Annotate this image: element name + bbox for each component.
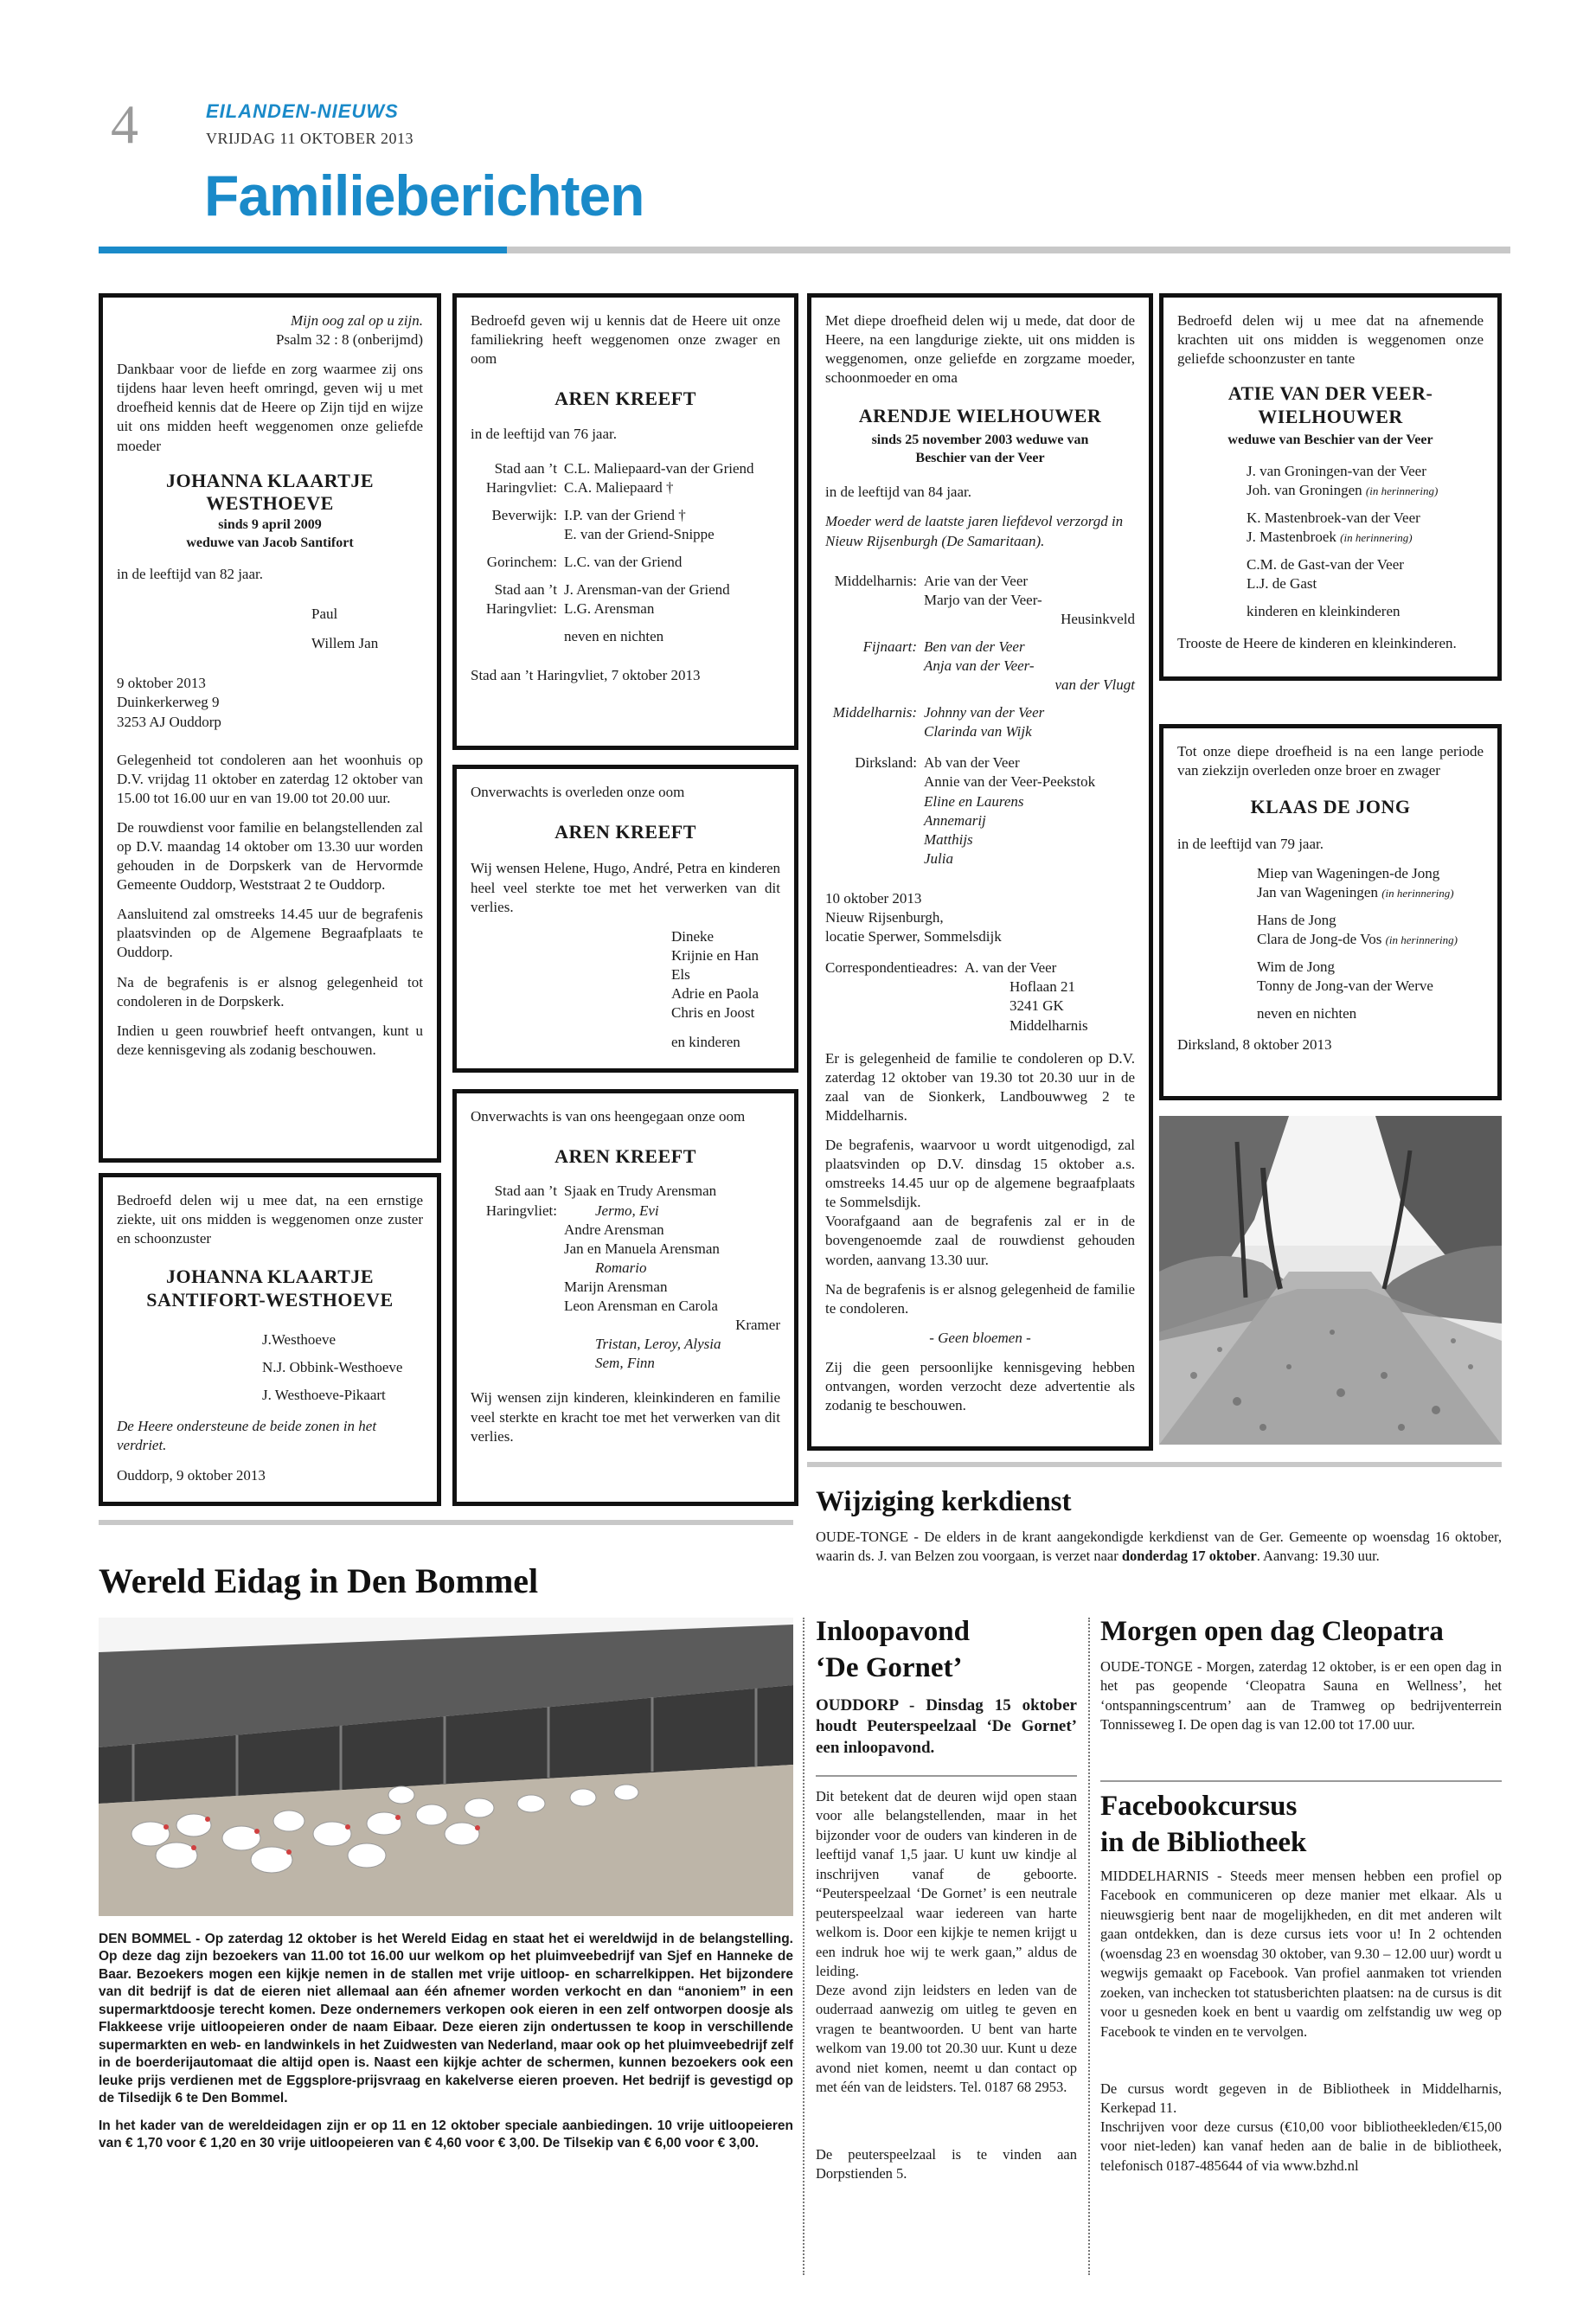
relative-name: Miep van Wageningen-de Jong xyxy=(1257,864,1440,881)
relatives-list xyxy=(1177,462,1484,622)
relatives-list xyxy=(1177,864,1484,1024)
facebook-body-2: De cursus wordt gegeven in de Bibliotheek in Middelharnis, Kerkepad 11. xyxy=(1100,2080,1502,2117)
family-name: Anja van der Veer- xyxy=(924,657,1035,675)
family-names xyxy=(924,638,1135,695)
notice-intro: Bedroefd delen wij u mee dat, na een ernstige ziekte, uit ons midden is weggenomen onze zuster en schoonzuster xyxy=(117,1192,423,1247)
notice-atie-van-der-veer xyxy=(1159,293,1502,681)
relative-group xyxy=(1257,911,1484,949)
family-name: Sjaak en Trudy Arensman xyxy=(564,1183,717,1200)
burial-info: De begrafenis, waarvoor u wordt uitgenodigd, zal plaatsvinden op D.V. dinsdag 15 oktober a.s. omstreeks 14.45 uur op de algemene begraafplaats te Sommelsdijk. xyxy=(825,1136,1135,1211)
place-date: Dirksland, 8 oktober 2013 xyxy=(1177,1036,1332,1054)
column-divider xyxy=(1088,1618,1090,2275)
family-place: Stad aan ’t Haringvliet: xyxy=(485,1183,557,1219)
notice-intro: Bedroefd geven wij u kennis dat de Heere uit onze familiekring heeft weggenomen onze zwager en oom xyxy=(471,312,780,368)
correspondence-address xyxy=(825,958,1135,1035)
widow-since: sinds 25 november 2003 weduwe van xyxy=(871,432,1089,447)
memory-note: (in herinnering) xyxy=(1381,886,1454,900)
family-group xyxy=(471,459,780,497)
header-accent-bar xyxy=(99,247,507,253)
burial-info: Aansluitend zal omstreeks 14.45 uur de begrafenis plaatsvinden op de Algemene Begraafplaats te Ouddorp. xyxy=(117,906,423,961)
no-flowers: - Geen bloemen - xyxy=(929,1329,1031,1346)
family-name: van der Vlugt xyxy=(1054,676,1135,694)
notice-text: Wij wensen Helene, Hugo, André, Petra en kinderen heel veel sterkte toe met het verwerken van dit verlies. xyxy=(471,860,780,915)
family-place: Fijnaart: xyxy=(862,638,917,655)
signer-name: Els xyxy=(671,965,690,983)
family-group xyxy=(471,1182,780,1373)
issue-date: VRIJDAG 11 OKTOBER 2013 xyxy=(206,130,414,147)
family-name: Tristan, Leroy, Alysia xyxy=(595,1336,721,1353)
relative-name: J. van Groningen-van der Veer xyxy=(1247,462,1426,479)
closing-text: Wij wensen zijn kinderen, kleinkinderen en familie veel sterkte en kracht toe met het verwerken van dit verlies. xyxy=(471,1389,780,1445)
notice-intro: Onverwachts is van ons heengegaan onze oom xyxy=(471,1108,746,1125)
family-name: Andre Arensman xyxy=(564,1221,664,1238)
relative-name-text: J. Mastenbroek xyxy=(1247,529,1336,546)
signer-name: N.J. Obbink-Westhoeve xyxy=(262,1359,403,1376)
family-group xyxy=(825,572,1135,629)
widow-of: weduwe van Beschier van der Veer xyxy=(1227,433,1433,448)
signers-list xyxy=(471,927,780,1053)
notice-klaas-de-jong xyxy=(1159,724,1502,1100)
family-name: Kramer xyxy=(735,1317,780,1334)
signer-name: Chris en Joost xyxy=(671,1004,755,1022)
family-group xyxy=(471,553,780,572)
bible-reference: Psalm 32 : 8 (onberijmd) xyxy=(276,331,423,349)
family-name: Romario xyxy=(595,1259,647,1276)
age: in de leeftijd van 79 jaar. xyxy=(1177,835,1324,852)
section-rule-left xyxy=(99,1520,793,1525)
relative-name xyxy=(1257,930,1484,949)
eidag-body: DEN BOMMEL - Op zaterdag 12 oktober is het Wereld Eidag en staat het ei wereldwijd in de belangstelling. Op deze dag zijn bezoekers van 11.00 tot 16.00 uur welkom op het pluimveebedrijf van Sjef en Hanneke de Baar. Bezoekers mogen een kijkje nemen in de stallen met vrije uitloop- en scharrelkippen. Het bijzondere van dit bedrijf is dat de eieren niet allemaal aan één afnemer worden verkocht en dan “anoniem” in een supermarktdoosje terecht komen. Deze ondernemers verkopen ook eieren in een zelf ontworpen doosje als Flakkeese vrije uitloopeieren onder de naam Eibaar. Deze eieren zijn ondertussen te koop in verschillende supermarkten en web- en landwinkels in het Zuidwesten van Nederland, maar ook op het pluimveebedrijf zelf in de boerderijautomaat die altijd open is. Naast een kijkje achter de schermen, kunnen bezoekers ook een leuke prijs verdienen met de Eggsplore-prijsvraag en kakelverse eieren proeven. Het bedrijf is gevestigd op de Tilsedijk 6 te Den Bommel. xyxy=(99,1932,793,2106)
family-name: Ben van der Veer xyxy=(924,638,1025,655)
age: in de leeftijd van 84 jaar. xyxy=(825,484,971,501)
bible-quote: Mijn oog zal op u zijn. xyxy=(290,312,423,329)
notice-intro: Bedroefd delen wij u mee dat na afnemende krachten uit ons midden is weggenomen onze geliefde schoonzuster en tante xyxy=(1177,312,1484,368)
relative-name: C.M. de Gast-van der Veer xyxy=(1247,556,1404,574)
deceased-name: AREN KREEFT xyxy=(554,388,696,410)
deceased-name: ARENDJE WIELHOUWER xyxy=(858,405,1102,427)
forest-path-illustration xyxy=(1159,1116,1502,1445)
relative-name xyxy=(1247,481,1484,500)
family-name: Annie van der Veer-Peekstok xyxy=(924,773,1096,791)
family-name: Leon Arensman en Carola xyxy=(564,1298,718,1315)
family-name: Johnny van der Veer xyxy=(924,704,1045,721)
article-separator xyxy=(1100,1780,1502,1782)
notice-intro: Onverwachts is overleden onze oom xyxy=(471,784,685,800)
forest-path-photo xyxy=(1159,1116,1502,1445)
family-names xyxy=(564,1182,780,1373)
notice-intro: Met diepe droefheid delen wij u mede, dat door de Heere, na een langdurige ziekte, uit ons midden is weggenomen, onze geliefde en zorgzame moeder, schoonmoeder en oma xyxy=(825,312,1135,387)
family-names: C.L. Maliepaard-van der Griend C.A. Maliepaard † xyxy=(564,459,754,496)
facebook-body-3: Inschrijven voor deze cursus (€10,00 voor bibliotheekleden/€15,00 voor niet-leden) kan vanaf heden aan de balie in de bibliotheek, telefonisch 0187-485644 of via www.bzhd.nl xyxy=(1100,2118,1502,2174)
relative-name xyxy=(1257,883,1484,902)
family-name: Eline en Laurens xyxy=(924,792,1024,810)
family-group xyxy=(825,753,1135,868)
article-title-facebook-2: in de Bibliotheek xyxy=(1100,1827,1307,1858)
memory-note: (in herinnering) xyxy=(1385,933,1458,946)
address-line: locatie Sperwer, Sommelsdijk xyxy=(825,928,1002,945)
deceased-name: JOHANNA KLAARTJE WESTHOEVE xyxy=(165,469,375,515)
family-group xyxy=(825,638,1135,695)
facebook-body-1: MIDDELHARNIS - Steeds meer mensen hebben een profiel op Facebook en communiceren op deze manier met elkaar. Als u nieuwsgierig bent naar de mogelijkheden, en dit met anderen wilt gaan ontdekken, dan is deze cursus iets voor u! In 2 ochtenden (woensdag 23 en woensdag 30 oktober, van 9.30 – 12.00 uur) wordt u wegwijs gemaakt op Facebook. Van profiel aanmaken tot vrienden zoeken, van inchecken tot statusberichten plaatsen: na de cursus is dit voor u gesneden koek en bent u vaardig om zelfstandig uw weg op Facebook te vinden en te vervolgen. xyxy=(1100,1868,1502,2040)
relative-name xyxy=(1247,528,1484,547)
gornet-body-1: Dit betekent dat de deuren wijd open staan voor alle belangstellenden, maar in het bijzonder voor de ouders van kinderen in de leeftijd vanaf 1,5 jaar. U kunt uw kindje al inschrijven vanaf de geboorte. “Peuterspeelzaal ‘De Gornet’ is een neutrale peuterspeelzaal waar iedereen van harte welkom is. Door een kijkje te nemen krijgt u een indruk hoe wij te werk gaan,” aldus de leiding. xyxy=(816,1788,1077,1979)
notice-arendje-wielhouwer xyxy=(807,293,1153,1451)
correspondence-label: Correspondentieadres: xyxy=(825,959,958,977)
nephews-nieces: neven en nichten xyxy=(564,628,664,645)
relative-group xyxy=(1257,958,1484,996)
header-rule xyxy=(507,247,1510,253)
article-title-gornet-1: Inloopavond xyxy=(816,1616,970,1647)
signer-name: Dineke xyxy=(671,927,715,945)
care-note: Moeder werd de laatste jaren liefdevol verzorgd in Nieuw Rijsenburgh (De Samaritaan). xyxy=(825,513,1124,549)
deceased-name: ATIE VAN DER VEER-WIELHOUWER xyxy=(1227,382,1433,427)
children-list xyxy=(117,605,423,653)
family-name: Jan en Manuela Arensman xyxy=(564,1240,720,1257)
masthead-logo: EILANDEN-NIEUWS xyxy=(206,100,399,122)
place-date: Stad aan ’t Haringvliet, 7 oktober 2013 xyxy=(471,666,701,683)
notice-date: 9 oktober 2013 xyxy=(117,675,206,692)
child-name: Paul xyxy=(311,606,338,623)
signer-name: Adrie en Paola xyxy=(671,985,760,1003)
notice-aren-kreeft-nephews xyxy=(452,765,798,1073)
kerkdienst-text: OUDE-TONGE - De elders in de krant aangekondigde kerkdienst van de Ger. Gemeente op woensdag 16 oktober, waarin ds. J. van Belzen zou voorgaan, is verzet naar xyxy=(816,1529,1502,1565)
relative-name: Hans de Jong xyxy=(1257,911,1336,928)
section-title: Familieberichten xyxy=(204,163,644,228)
column-divider xyxy=(803,1618,804,2275)
deceased-name: AREN KREEFT xyxy=(554,1145,696,1168)
no-letter-info: Zij die geen persoonlijke kennisgeving hebben ontvangen, worden verzocht deze advertentie als zodanig te beschouwen. xyxy=(825,1358,1135,1414)
notice-intro: Dankbaar voor de liefde en zorg waarmee zij ons tijdens haar leven heeft omringd, geven wij u met droefheid kennis dat de Heere op Zijn tijd en wijze uit ons midden heeft weggenomen onze geliefde moeder xyxy=(117,361,423,454)
family-names: L.C. van der Griend xyxy=(564,554,683,571)
condolence-info: Gelegenheid tot condoleren aan het woonhuis op D.V. vrijdag 11 oktober en zaterdag 12 oktober van 15.00 tot 16.00 uur en van 19.00 tot 20.00 uur. xyxy=(117,751,423,806)
widow-of: Beschier van der Veer xyxy=(915,450,1045,465)
section-rule-right xyxy=(807,1462,1502,1467)
family-name: Heusinkveld xyxy=(1061,610,1135,627)
family-name: Jermo, Evi xyxy=(595,1202,659,1219)
age: in de leeftijd van 76 jaar. xyxy=(471,425,617,442)
notice-intro: Tot onze diepe droefheid is na een lange periode van ziekzijn overleden onze broer en zwager xyxy=(1177,743,1484,779)
family-name: Marijn Arensman xyxy=(564,1278,668,1295)
address-line: A. van der Veer xyxy=(964,959,1057,977)
article-title-eidag: Wereld Eidag in Den Bommel xyxy=(99,1561,539,1600)
family-group xyxy=(471,506,780,544)
signer-name: Krijnie en Han xyxy=(671,946,760,964)
place-date: Ouddorp, 9 oktober 2013 xyxy=(117,1466,266,1484)
relative-group xyxy=(1247,462,1484,500)
family-place: Beverwijk: xyxy=(491,506,557,523)
no-letter-info: Indien u geen rouwbrief heeft ontvangen, kunt u deze kennisgeving als zodanig beschouwen. xyxy=(117,1022,423,1058)
relative-group xyxy=(1257,864,1484,902)
relative-name-text: Joh. van Groningen xyxy=(1247,481,1362,498)
child-name: Willem Jan xyxy=(311,635,379,652)
relative-group xyxy=(1247,509,1484,547)
correspondence-lines xyxy=(965,958,1135,1035)
family-place: Stad aan ’t Haringvliet: xyxy=(485,581,557,618)
cleopatra-body: OUDE-TONGE - Morgen, zaterdag 12 oktober, is er een open dag in het pas geopende ‘Cleopatra Sauna en Wellness’, het ‘ontspanningscentrum’ aan de Tramweg op bedrijventerrein Tonnisseweg I. De open dag is van 12.00 tot 17.00 uur. xyxy=(1100,1658,1502,1734)
condolence-info: Er is gelegenheid de familie te condoleren op D.V. zaterdag 12 oktober van 19.30 tot 20.30 uur in de zaal van de Sionkerk, Landbouwweg 2 te Middelharnis. xyxy=(825,1049,1135,1124)
chickens-barn-illustration xyxy=(99,1618,793,1916)
eidag-offers: In het kader van de wereldeidagen zijn er op 11 en 12 oktober speciale aanbiedingen. 10 vrije uitloopeieren van € 1,70 voor € 1,20 en 30 vrije uitloopeieren van € 4,60 voor € 3,00. De Tilsekip van € 6,00 voor € 3,00. xyxy=(99,2118,793,2151)
family-place: Middelharnis: xyxy=(832,704,917,721)
family-place: Dirksland: xyxy=(855,754,917,772)
family-name: Matthijs xyxy=(924,830,973,848)
gornet-body-3: De peuterspeelzaal is te vinden aan Dorpstienden 5. xyxy=(816,2146,1077,2182)
signer-name: J.Westhoeve xyxy=(262,1331,337,1349)
notice-date: 10 oktober 2013 xyxy=(825,889,922,907)
article-title-gornet-2: ‘De Gornet’ xyxy=(816,1652,963,1683)
kerkdienst-text-end: . Aanvang: 19.30 uur. xyxy=(1256,1548,1380,1565)
relative-name: Tonny de Jong-van der Werve xyxy=(1257,977,1433,995)
gornet-lead-rule xyxy=(816,1775,1077,1777)
family-group xyxy=(825,703,1135,741)
closing-text: De Heere ondersteune de beide zonen in het verdriet. xyxy=(117,1418,377,1454)
deceased-name: JOHANNA KLAARTJE SANTIFORT-WESTHOEVE xyxy=(146,1266,394,1311)
grandchildren: kinderen en kleinkinderen xyxy=(1247,603,1401,620)
family-group xyxy=(471,580,780,619)
family-names xyxy=(924,703,1135,741)
family-name: Sem, Finn xyxy=(595,1355,655,1372)
nephews-nieces: neven en nichten xyxy=(1257,1005,1357,1022)
family-name: Julia xyxy=(924,849,953,867)
family-place: Stad aan ’t Haringvliet: xyxy=(485,459,557,496)
gornet-body-2: Deze avond zijn leidsters en leden van de ouderraad aanwezig om uitleg te geven en vragen te beantwoorden. U bent van harte welkom van 19.00 tot 20.30 uur. Kunt u deze avond niet komen, neemt u dan contact op met één van de leidsters. Tel. 0187 68 2953. xyxy=(816,1982,1077,2096)
gornet-lead: OUDDORP - Dinsdag 15 oktober houdt Peuterspeelzaal ‘De Gornet’ een inloopavond. xyxy=(816,1696,1077,1757)
after-burial-info: Na de begrafenis is er alsnog gelegenheid de familie te condoleren. xyxy=(825,1280,1135,1317)
signer-name: J. Westhoeve-Pikaart xyxy=(262,1387,386,1404)
relative-name: L.J. de Gast xyxy=(1247,575,1317,593)
deceased-name: AREN KREEFT xyxy=(554,821,696,843)
notice-johanna-santifort xyxy=(99,1173,441,1506)
notice-aren-kreeft-arensman xyxy=(452,1089,798,1506)
family-name: Arie van der Veer xyxy=(924,572,1029,589)
widow-since: sinds 9 april 2009 xyxy=(218,517,322,533)
family-names xyxy=(924,572,1135,629)
relative-name-text: Jan van Wageningen xyxy=(1257,883,1378,901)
family-names xyxy=(924,753,1135,868)
signers-list xyxy=(117,1330,423,1405)
kerkdienst-body xyxy=(816,1528,1502,1567)
family-place: Gorinchem: xyxy=(486,554,557,571)
relative-group xyxy=(1247,555,1484,593)
closing-text: Trooste de Heere de kinderen en kleinkinderen. xyxy=(1177,634,1457,651)
family-names: I.P. van der Griend † E. van der Griend-Snippe xyxy=(564,506,715,543)
address-street: Duinkerkerweg 9 xyxy=(117,694,220,711)
address-line: Nieuw Rijsenburgh, xyxy=(825,909,944,926)
memory-note: (in herinnering) xyxy=(1340,531,1413,545)
chickens-photo xyxy=(99,1618,793,1916)
deceased-name: KLAAS DE JONG xyxy=(1250,796,1411,818)
address-line: 3241 GK Middelharnis xyxy=(1009,997,1088,1034)
notice-johanna-westhoeve xyxy=(99,293,441,1163)
article-title-kerkdienst: Wijziging kerkdienst xyxy=(816,1486,1072,1517)
relative-name-text: Clara de Jong-de Vos xyxy=(1257,930,1382,947)
relative-name: Wim de Jong xyxy=(1257,958,1335,976)
family-name: Marjo van der Veer- xyxy=(924,591,1042,608)
article-title-facebook-1: Facebookcursus xyxy=(1100,1791,1298,1822)
notice-aren-kreeft-family xyxy=(452,293,798,750)
family-name: Clarinda van Wijk xyxy=(924,723,1032,740)
address-line: Hoflaan 21 xyxy=(1009,978,1075,996)
family-place: Middelharnis: xyxy=(834,572,917,589)
service-info: Voorafgaand aan de begrafenis zal er in de bovengenoemde zaal de rouwdienst gehouden worden, aanvang 13.30 uur. xyxy=(825,1213,1135,1268)
widow-of: weduwe van Jacob Santifort xyxy=(186,535,354,551)
age: in de leeftijd van 82 jaar. xyxy=(117,566,263,583)
family-names: J. Arensman-van der Griend L.G. Arensman xyxy=(564,581,730,618)
service-info: De rouwdienst voor familie en belangstellenden zal op D.V. maandag 14 oktober om 13.30 uur worden gehouden in de Dorpskerk van de Hervormde Gemeente Ouddorp, Weststraat 2 te Ouddorp. xyxy=(117,818,423,894)
kerkdienst-new-date: donderdag 17 oktober xyxy=(1121,1548,1257,1565)
family-name: Annemarij xyxy=(924,811,986,829)
signer-name: en kinderen xyxy=(671,1034,740,1051)
family-name: Ab van der Veer xyxy=(924,754,1020,772)
page-number: 4 xyxy=(111,93,138,155)
memory-note: (in herinnering) xyxy=(1365,484,1439,497)
article-title-cleopatra: Morgen open dag Cleopatra xyxy=(1100,1616,1444,1647)
address-city: 3253 AJ Ouddorp xyxy=(117,713,221,730)
relative-name: K. Mastenbroek-van der Veer xyxy=(1247,510,1420,527)
after-burial-info: Na de begrafenis is er alsnog gelegenheid tot condoleren in de Dorpskerk. xyxy=(117,973,423,1009)
